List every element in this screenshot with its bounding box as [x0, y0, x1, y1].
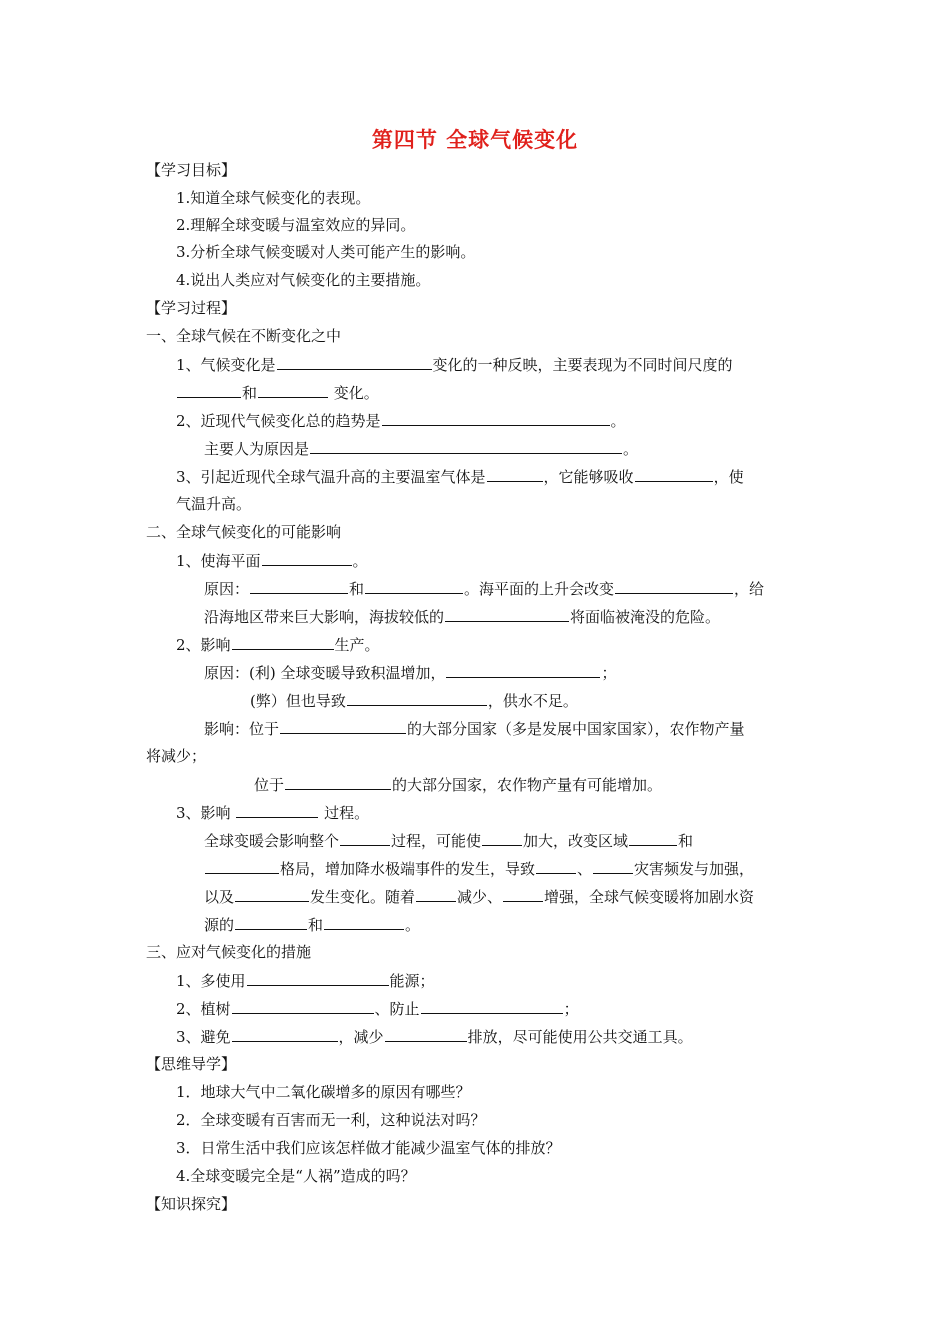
- question-line: 位于 的大部分国家，农作物产量有可能增加。: [254, 776, 663, 794]
- process-header: 【学习过程】: [146, 299, 237, 317]
- blank-field[interactable]: [205, 858, 279, 874]
- question-line: 3、避免 ，减少 排放，尽可能使用公共交通工具。: [176, 1028, 693, 1046]
- section-heading-3: 三、应对气候变化的措施: [146, 943, 312, 961]
- question-line: 2、植树 、防止 ；: [176, 1000, 579, 1018]
- question-line: 全球变暖会影响整个 过程，可能使 加大，改变区域 和: [204, 832, 694, 850]
- blank-field[interactable]: [177, 382, 241, 398]
- question-line: 2、影响 生产。: [176, 636, 380, 654]
- blank-field[interactable]: [232, 634, 334, 650]
- blank-field[interactable]: [385, 1026, 467, 1042]
- thinking-item: 2．全球变暖有百害而无一利，这种说法对吗？: [176, 1111, 486, 1129]
- blank-field[interactable]: [487, 466, 543, 482]
- blank-field[interactable]: [365, 578, 463, 594]
- question-line: 主要人为原因是 。: [204, 440, 639, 458]
- blank-field[interactable]: [310, 438, 622, 454]
- blank-field[interactable]: [421, 998, 563, 1014]
- question-line: 1、气候变化是 变化的一种反映，主要表现为不同时间尺度的: [176, 356, 733, 374]
- blank-field[interactable]: [258, 382, 328, 398]
- question-line: 3、影响 过程。: [176, 804, 370, 822]
- blank-field[interactable]: [235, 914, 307, 930]
- question-line: 和 变化。: [176, 382, 379, 403]
- blank-field[interactable]: [382, 410, 610, 426]
- blank-field[interactable]: [262, 550, 352, 566]
- thinking-item: 4.全球变暖完全是“人祸”造成的吗？: [176, 1167, 416, 1185]
- question-line: 将减少；: [146, 747, 207, 765]
- blank-field[interactable]: [250, 578, 348, 594]
- question-line: 以及 发生变化。随着 减少、 增强，全球气候变暖将加剧水资: [204, 888, 755, 906]
- thinking-header: 【思维导学】: [146, 1055, 237, 1073]
- explore-header: 【知识探究】: [146, 1195, 237, 1213]
- page-title: 第四节 全球气候变化: [371, 128, 579, 152]
- blank-field[interactable]: [232, 998, 374, 1014]
- blank-field[interactable]: [247, 970, 389, 986]
- thinking-item: 1．地球大气中二氧化碳增多的原因有哪些？: [176, 1083, 471, 1101]
- section-heading-2: 二、全球气候变化的可能影响: [146, 523, 342, 541]
- blank-field[interactable]: [347, 690, 487, 706]
- question-line: 格局，增加降水极端事件的发生，导致 、 灾害频发与加强，: [204, 858, 754, 879]
- blank-field[interactable]: [445, 606, 569, 622]
- blank-field[interactable]: [593, 858, 633, 874]
- question-line: 2、近现代气候变化总的趋势是 。: [176, 412, 626, 430]
- question-line: 影响：位于 的大部分国家（多是发展中国家国家），农作物产量: [204, 720, 745, 738]
- blank-field[interactable]: [635, 466, 713, 482]
- objective-item: 2.理解全球变暖与温室效应的异同。: [176, 216, 416, 234]
- objective-item: 1.知道全球气候变化的表现。: [176, 189, 371, 207]
- thinking-item: 3．日常生活中我们应该怎样做才能减少温室气体的排放？: [176, 1139, 561, 1157]
- blank-field[interactable]: [280, 718, 406, 734]
- section-heading-1: 一、全球气候在不断变化之中: [146, 327, 342, 345]
- question-line: 1、使海平面 。: [176, 552, 368, 570]
- blank-field[interactable]: [629, 830, 677, 846]
- question-line: 1、多使用 能源；: [176, 972, 435, 990]
- question-line: 沿海地区带来巨大影响，海拔较低的 将面临被淹没的危险。: [204, 608, 721, 626]
- blank-field[interactable]: [232, 1026, 338, 1042]
- question-line: 源的 和 。: [204, 916, 421, 934]
- blank-field[interactable]: [285, 774, 391, 790]
- blank-field[interactable]: [235, 886, 309, 902]
- blank-field[interactable]: [446, 662, 600, 678]
- blank-field[interactable]: [324, 914, 404, 930]
- blank-field[interactable]: [277, 354, 432, 370]
- blank-field[interactable]: [416, 886, 456, 902]
- blank-field[interactable]: [615, 578, 733, 594]
- question-line: 原因：(利) 全球变暖导致积温增加， ；: [204, 664, 617, 682]
- blank-field[interactable]: [536, 858, 576, 874]
- question-line: (弊）但也导致 ，供水不足。: [250, 692, 578, 710]
- question-line: 气温升高。: [176, 495, 252, 513]
- blank-field[interactable]: [503, 886, 543, 902]
- objective-item: 3.分析全球气候变暖对人类可能产生的影响。: [176, 243, 476, 261]
- blank-field[interactable]: [340, 830, 390, 846]
- blank-field[interactable]: [482, 830, 522, 846]
- objectives-header: 【学习目标】: [146, 161, 237, 179]
- blank-field[interactable]: [236, 802, 318, 818]
- objective-item: 4.说出人类应对气候变化的主要措施。: [176, 271, 431, 289]
- question-line: 原因： 和 。海平面的上升会改变 ，给: [204, 580, 765, 598]
- question-line: 3、引起近现代全球气温升高的主要温室气体是 ，它能够吸收 ，使: [176, 468, 744, 486]
